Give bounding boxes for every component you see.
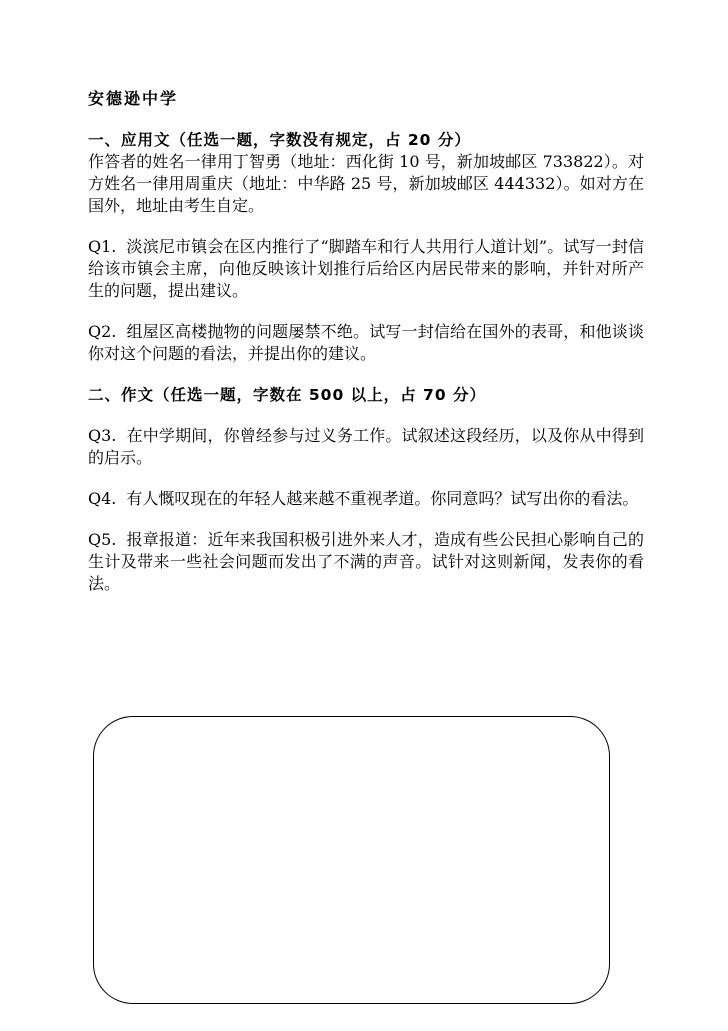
question-q3 xyxy=(88,425,644,469)
question-text: 有人慨叹现在的年轻人越来越不重视孝道。你同意吗？试写出你的看法。 xyxy=(126,489,639,508)
question-q5 xyxy=(88,529,644,595)
section1-heading: 一、应用文（任选一题，字数没有规定，占 20 分） xyxy=(88,131,471,149)
answer-box xyxy=(93,716,610,1004)
question-number: Q5. xyxy=(88,530,117,549)
question-q4 xyxy=(88,488,644,510)
question-number: Q2. xyxy=(88,322,117,341)
question-text: 报章报道：近年来我国积极引进外来人才，造成有些公民担心影响自己的生计及带来一些社会问题而发出了不满的声音。试针对这则新闻，发表你的看法。 xyxy=(88,530,644,593)
question-number: Q1. xyxy=(88,237,117,256)
section2-heading: 二、作文（任选一题，字数在 500 以上，占 70 分） xyxy=(88,386,487,404)
question-number: Q3. xyxy=(88,426,117,445)
question-number: Q4. xyxy=(88,489,117,508)
document-page xyxy=(88,88,644,595)
question-q2 xyxy=(88,321,644,365)
question-text: 淡滨尼市镇会在区内推行了“脚踏车和行人共用行人道计划”。试写一封信给该市镇会主席，向他反映该计划推行后给区内居民带来的影响，并针对所产生的问题，提出建议。 xyxy=(88,237,644,300)
school-name: 安德逊中学 xyxy=(88,89,179,108)
question-q1 xyxy=(88,236,644,302)
question-text: 组屋区高楼抛物的问题屡禁不绝。试写一封信给在国外的表哥，和他谈谈你对这个问题的看法，并提出你的建议。 xyxy=(88,322,644,363)
section1-instruction: 作答者的姓名一律用丁智勇（地址：西化街 10 号，新加坡邮区 733822）。对方姓名一律用周重庆（地址：中华路 25 号，新加坡邮区 444332）。如对方在国外，地址由考生自定。 xyxy=(88,152,644,215)
question-text: 在中学期间，你曾经参与过义务工作。试叙述这段经历，以及你从中得到的启示。 xyxy=(88,426,644,467)
